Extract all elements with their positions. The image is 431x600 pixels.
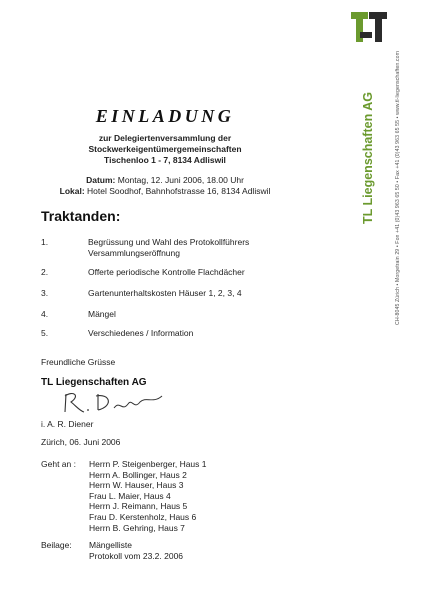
agenda-number: 2.: [41, 267, 49, 277]
lokal-value: Hotel Soodhof, Bahnhofstrasse 16, 8134 Adliswil: [87, 186, 271, 196]
attachment: Protokoll vom 23.2. 2006: [89, 550, 184, 561]
agenda-number: 1.: [41, 237, 49, 247]
attachment: Mängelliste: [89, 540, 132, 550]
place-date: Zürich, 06. Juni 2006: [41, 437, 121, 447]
recipient: Herrn P. Steigenberger, Haus 1: [89, 459, 207, 469]
recipient: Herrn B. Gehring, Haus 7: [89, 522, 185, 533]
subtitle-line-3: Tischenloo 1 - 7, 8134 Adliswil: [104, 155, 226, 165]
agenda-item: Verschiedenes / Information: [88, 328, 194, 338]
recipient: Frau L. Maier, Haus 4: [89, 490, 171, 501]
attachments-label: Beilage:: [41, 540, 72, 550]
lokal-label: Lokal:: [59, 186, 85, 196]
recipient: Herrn W. Hauser, Haus 3: [89, 480, 184, 491]
tl-logo-icon: [351, 12, 387, 42]
company-address-vertical: CH-8045 Zürich • Morgetrain 29 • Fon +41 (0)43 963 65 50 • Fax +41 (0)43 963 65 55 • www.tl-liegenschaften.com: [395, 50, 401, 326]
attachments-list: [89, 540, 183, 561]
datum-value: Montag, 12. Juni 2006, 18.00 Uhr: [117, 175, 244, 185]
signature-icon: [58, 388, 168, 418]
brand-name-vertical: TL Liegenschaften AG: [361, 92, 375, 224]
agenda-number: 4.: [41, 309, 49, 319]
meeting-location: [0, 186, 330, 196]
agenda-number: 3.: [41, 288, 49, 298]
agenda-item: Gartenunterhaltskosten Häuser 1, 2, 3, 4: [88, 288, 242, 298]
document-title: EINLADUNG: [95, 106, 235, 126]
datum-label: Datum:: [86, 175, 116, 185]
subtitle-line-2: Stockwerkeigentümergemeinschaften: [88, 144, 242, 154]
agenda-item: Mängel: [88, 309, 116, 319]
signatory: i. A. R. Diener: [41, 419, 94, 429]
subtitle-line-1: zur Delegiertenversammlung der: [98, 133, 232, 143]
recipients-label: Geht an :: [41, 459, 76, 469]
recipient: Herrn A. Bollinger, Haus 2: [89, 469, 187, 480]
agenda-heading: Traktanden:: [41, 208, 121, 224]
agenda-item: [88, 237, 249, 259]
agenda-item-line: Begrüssung und Wahl des Protokollführers: [88, 237, 250, 247]
company-name: TL Liegenschaften AG: [41, 377, 147, 388]
agenda-item-line: Versammlungseröffnung: [88, 248, 180, 258]
agenda-item: Offerte periodische Kontrolle Flachdächer: [88, 267, 245, 277]
greeting: Freundliche Grüsse: [41, 357, 116, 367]
recipients-list: [89, 459, 207, 533]
recipient: Frau D. Kerstenholz, Haus 6: [89, 511, 197, 522]
recipient: Herrn J. Reimann, Haus 5: [89, 501, 188, 512]
agenda-number: 5.: [41, 328, 49, 338]
meeting-date: [0, 175, 330, 185]
